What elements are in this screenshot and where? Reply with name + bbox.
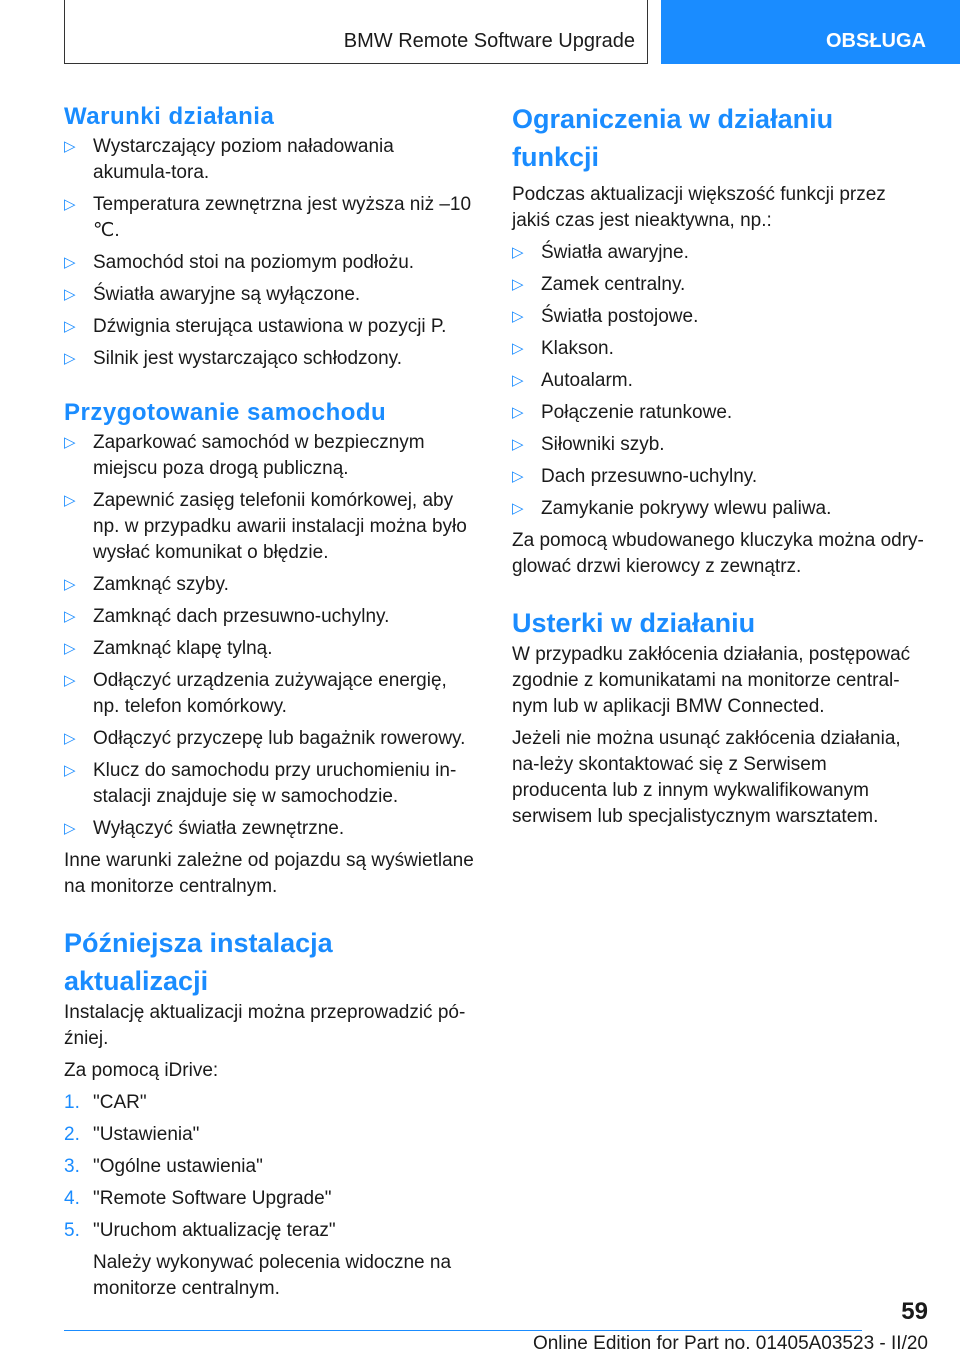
heading-ograniczenia: Ograniczenia w działaniu funkcji — [512, 104, 834, 172]
paragraph: Za pomocą wbudowanego kluczyka można odry-glować drzwi kierowcy z zewnątrz. — [512, 530, 924, 577]
list-item: ▷ Siłowniki szyb. — [512, 432, 926, 458]
step-text: "Uruchom aktualizację teraz" — [93, 1220, 336, 1241]
heading-pozniejsza-instalacja: Późniejsza instalacja aktualizacji — [64, 928, 333, 996]
step-number: 4. — [64, 1188, 80, 1209]
right-column — [512, 100, 926, 830]
list-item: ▷ Połączenie ratunkowe. — [512, 400, 926, 426]
paragraph: Jeżeli nie można usunąć zakłócenia działania, na-leży skontaktować się z Serwisem producenta lub z innym wykwalifikowanym serwisem lub specjalistycznym warsztatem. — [512, 728, 901, 827]
note-paragraph: Inne warunki zależne od pojazdu są wyświetlane na monitorze centralnym. — [64, 850, 474, 897]
step-item — [64, 1154, 476, 1180]
step-note-text: Należy wykonywać polecenia widoczne na monitorze centralnym. — [93, 1252, 452, 1299]
list-item: ▷ Światła awaryjne są wyłączone. — [64, 282, 476, 308]
list-item: ▷ Dźwignia sterująca ustawiona w pozycji P. — [64, 314, 476, 340]
list-item: ▷ Silnik jest wystarczająco schłodzony. — [64, 346, 476, 372]
header-chapter-label: OBSŁUGA — [826, 30, 926, 52]
list-item: ▷ Światła postojowe. — [512, 304, 926, 330]
list-ograniczenia — [512, 240, 926, 522]
heading-usterki: Usterki w działaniu — [512, 608, 756, 638]
list-item: ▷ Zamknąć klapę tylną. — [64, 636, 476, 662]
footer-edition: Online Edition for Part no. 01405A03523 - II/20 — [532, 1333, 928, 1354]
header-section-title: BMW Remote Software Upgrade — [343, 30, 635, 52]
heading-przygotowanie: Przygotowanie samochodu — [64, 399, 387, 426]
list-item: ▷ Samochód stoi na poziomym podłożu. — [64, 250, 476, 276]
list-item: ▷ Autoalarm. — [512, 368, 926, 394]
list-item: ▷ Klakson. — [512, 336, 926, 362]
paragraph: Za pomocą iDrive: — [64, 1060, 219, 1081]
list-item: ▷ Zapewnić zasięg telefonii komórkowej, aby np. w przypadku awarii instalacji można było wysłać komunikat o błędzie. — [64, 488, 476, 566]
step-item — [64, 1218, 476, 1244]
paragraph: Podczas aktualizacji większość funkcji przez jakiś czas jest nieaktywna, np.: — [512, 184, 886, 231]
list-item: ▷ Wystarczający poziom naładowania akumula-tora. — [64, 134, 476, 186]
step-number: 3. — [64, 1156, 80, 1177]
list-item: ▷ Odłączyć urządzenia zużywające energię, np. telefon komórkowy. — [64, 668, 476, 720]
list-item: ▷ Klucz do samochodu przy uruchomieniu in-stalacji znajduje się w samochodzie. — [64, 758, 476, 810]
paragraph: Instalację aktualizacji można przeprowadzić pó-źniej. — [64, 1002, 466, 1049]
step-text: "Ogólne ustawienia" — [93, 1156, 263, 1177]
header-section-box — [64, 0, 648, 64]
step-number: 2. — [64, 1124, 80, 1145]
list-item: ▷ Odłączyć przyczepę lub bagażnik rowerowy. — [64, 726, 476, 752]
list-item: ▷ Zamek centralny. — [512, 272, 926, 298]
list-item: ▷ Zamknąć dach przesuwno-uchylny. — [64, 604, 476, 630]
footer-divider — [64, 1330, 862, 1331]
header-chapter-tab — [661, 0, 960, 64]
list-item: ▷ Zamknąć szyby. — [64, 572, 476, 598]
list-item: ▷ Zaparkować samochód w bezpiecznym miejscu poza drogą publiczną. — [64, 430, 476, 482]
step-text: "Remote Software Upgrade" — [93, 1188, 332, 1209]
step-text: "CAR" — [93, 1092, 147, 1113]
steps-list — [64, 1090, 476, 1302]
left-column — [64, 100, 476, 1302]
list-item: ▷ Zamykanie pokrywy wlewu paliwa. — [512, 496, 926, 522]
heading-warunki: Warunki działania — [64, 103, 275, 130]
step-item — [64, 1090, 476, 1116]
list-przygotowanie — [64, 430, 476, 842]
page-number: 59 — [901, 1298, 928, 1325]
step-item — [64, 1186, 476, 1212]
step-item — [64, 1122, 476, 1148]
step-number: 1. — [64, 1092, 80, 1113]
list-item: ▷ Temperatura zewnętrzna jest wyższa niż –10 ℃. — [64, 192, 476, 244]
list-item: ▷ Światła awaryjne. — [512, 240, 926, 266]
step-text: "Ustawienia" — [93, 1124, 200, 1145]
paragraph: W przypadku zakłócenia działania, postępować zgodnie z komunikatami na monitorze central-nym lub w aplikacji BMW Connected. — [512, 644, 911, 717]
list-item: ▷ Dach przesuwno-uchylny. — [512, 464, 926, 490]
list-item: ▷ Wyłączyć światła zewnętrzne. — [64, 816, 476, 842]
step-number: 5. — [64, 1220, 80, 1241]
step-note — [64, 1250, 476, 1302]
list-warunki — [64, 134, 476, 372]
